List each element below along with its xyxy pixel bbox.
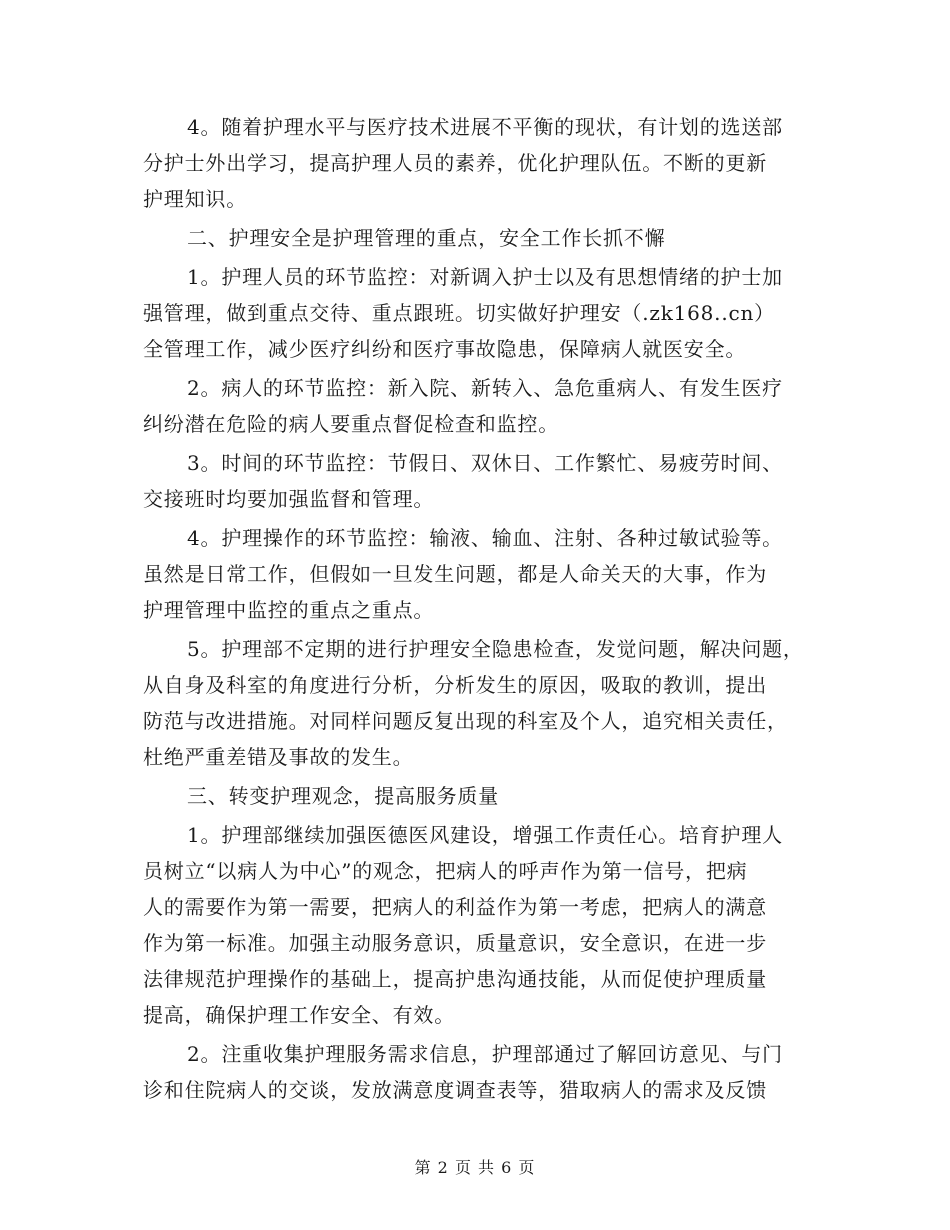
text-line: 1。护理人员的环节监控：对新调入护士以及有思想情绪的护士加 <box>187 265 783 289</box>
text-line: 员树立“以病人为中心”的观念，把病人的呼声作为第一信号，把病 <box>143 859 748 883</box>
text-line: 人的需要作为第一需要，把病人的利益作为第一考虑，把病人的满意 <box>143 895 767 919</box>
text-line: 护理管理中监控的重点之重点。 <box>143 598 435 622</box>
text-line: 杜绝严重差错及事故的发生。 <box>143 745 414 769</box>
text-line: 纠纷潜在危险的病人要重点督促检查和监控。 <box>143 412 559 436</box>
section-heading: 三、转变护理观念，提高服务质量 <box>187 784 499 808</box>
text-line: 分护士外出学习，提高护理人员的素养，优化护理队伍。不断的更新 <box>143 151 767 175</box>
text-line: 从自身及科室的角度进行分析，分析发生的原因，吸取的教训，提出 <box>143 673 767 697</box>
text-line: 护理知识。 <box>143 187 247 211</box>
text-line: 作为第一标准。加强主动服务意识，质量意识，安全意识，在进一步 <box>143 931 767 955</box>
text-line: 5。护理部不定期的进行护理安全隐患检查，发觉问题，解决问题， <box>187 637 804 661</box>
text-line: 诊和住院病人的交谈，发放满意度调查表等，猎取病人的需求及反馈 <box>143 1078 767 1102</box>
text-line: 1。护理部继续加强医德医风建设，增强工作责任心。培育护理人 <box>187 823 783 847</box>
text-line: 强管理，做到重点交待、重点跟班。切实做好护理安（.zk168..cn） <box>143 301 775 325</box>
section-heading: 二、护理安全是护理管理的重点，安全工作长抓不懈 <box>187 226 666 250</box>
text-line: 虽然是日常工作，但假如一旦发生问题，都是人命关天的大事，作为 <box>143 562 767 586</box>
text-line: 4。随着护理水平与医疗技术进展不平衡的现状，有计划的选送部 <box>187 115 783 139</box>
text-line: 防范与改进措施。对同样问题反复出现的科室及个人，追究相关责任， <box>143 709 788 733</box>
text-line: 提高，确保护理工作安全、有效。 <box>143 1003 455 1027</box>
text-line: 全管理工作，减少医疗纠纷和医疗事故隐患，保障病人就医安全。 <box>143 337 747 361</box>
page-number-footer: 第 2 页 共 6 页 <box>414 1158 536 1177</box>
text-line: 交接班时均要加强监督和管理。 <box>143 487 435 511</box>
text-line: 2。注重收集护理服务需求信息，护理部通过了解回访意见、与门 <box>187 1042 783 1066</box>
text-line: 法律规范护理操作的基础上，提高护患沟通技能，从而促使护理质量 <box>143 967 767 991</box>
text-line: 2。病人的环节监控：新入院、新转入、急危重病人、有发生医疗 <box>187 376 783 400</box>
text-line: 3。时间的环节监控：节假日、双休日、工作繁忙、易疲劳时间、 <box>187 451 783 475</box>
text-line: 4。护理操作的环节监控：输液、输血、注射、各种过敏试验等。 <box>187 526 783 550</box>
